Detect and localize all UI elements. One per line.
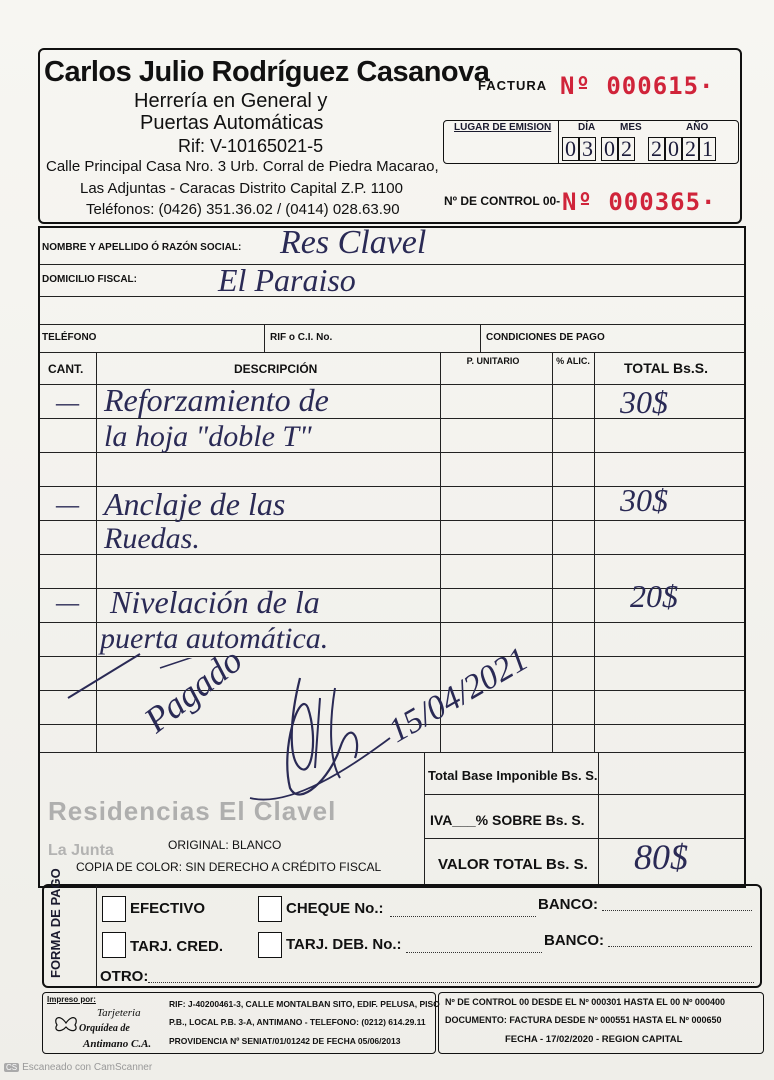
dia-label: DÍA (578, 122, 596, 133)
lugar-separator (558, 121, 559, 163)
domicilio-value: El Paraiso (218, 262, 356, 298)
invoice-form-box (38, 226, 746, 888)
banco-1-label: BANCO: (538, 896, 598, 913)
residencias-stamp: Residencias El Clavel (48, 796, 337, 826)
camscanner-watermark (4, 1062, 152, 1073)
business-name: Carlos Julio Rodríguez Casanova (44, 56, 490, 88)
col-alic: % ALIC. (556, 356, 590, 366)
tarj-deb-checkbox[interactable] (258, 932, 282, 958)
item-2-cant: — (56, 490, 80, 519)
col-line (264, 324, 265, 352)
control-number: Nº 000365· (562, 188, 717, 216)
iva-label: IVA___% SOBRE Bs. S. (430, 812, 585, 828)
cheque-checkbox[interactable] (258, 896, 282, 922)
ano-label: AÑO (686, 122, 709, 133)
efectivo-checkbox[interactable] (102, 896, 126, 922)
date-digit: 0 (665, 137, 682, 161)
totals-col-line (424, 752, 425, 886)
impreso-label: Impreso por: (47, 995, 96, 1004)
control-range-2: DOCUMENTO: FACTURA DESDE Nº 000551 HASTA EL Nº 000650 (445, 1015, 722, 1025)
item-2-total: 30$ (620, 482, 668, 518)
printer-address-1: RIF: J-40200461-3, CALLE MONTALBAN SITO, EDIF. PELUSA, PISO (169, 999, 440, 1009)
item-2-desc-1: Anclaje de las (104, 486, 286, 522)
client-name-value: Res Clavel (280, 224, 427, 261)
banco-2-field[interactable] (608, 946, 752, 947)
issue-place-date-box (443, 120, 739, 164)
telefono-label: TELÉFONO (42, 332, 97, 343)
col-cant: CANT. (48, 362, 84, 376)
tarj-cred-checkbox[interactable] (102, 932, 126, 958)
item-2-desc-2: Ruedas. (104, 522, 200, 555)
item-3-desc-1: Nivelación de la (110, 584, 320, 620)
efectivo-label: EFECTIVO (130, 900, 206, 917)
totals-row-line (424, 794, 744, 795)
item-1-total: 30$ (620, 384, 668, 420)
business-rif: Rif: V-10165021-5 (178, 136, 324, 156)
printer-name-2: Orquídea de (79, 1023, 130, 1034)
otro-label: OTRO: (100, 968, 149, 985)
printer-name-1: Tarjeteria (97, 1007, 141, 1019)
totals-row-line (424, 838, 744, 839)
date-digit: 3 (579, 137, 596, 161)
printer-name-3: Antimano C.A. (83, 1038, 152, 1050)
printer-providencia: PROVIDENCIA Nº SENIAT/01/01242 DE FECHA 05/06/2013 (169, 1036, 401, 1046)
base-imponible-label: Total Base Imponible Bs. S. (428, 768, 598, 783)
item-3-cant: — (56, 588, 80, 617)
col-total: TOTAL Bs.S. (624, 360, 709, 376)
tarj-deb-field[interactable] (406, 952, 542, 953)
control-label: Nº DE CONTROL 00- (444, 194, 561, 208)
business-address-1: Calle Principal Casa Nro. 3 Urb. Corral de Piedra Macarao, (46, 158, 439, 175)
business-line-2: Puertas Automáticas (140, 112, 324, 134)
business-address-2: Las Adjuntas - Caracas Distrito Capital Z.P. 1100 (80, 180, 403, 197)
factura-label: FACTURA (478, 78, 548, 93)
forma-de-pago-label: FORMA DE PAGO (48, 868, 63, 978)
row-line (40, 296, 744, 297)
item-1-desc-1: Reforzamiento de (104, 382, 329, 418)
valor-total-label: VALOR TOTAL Bs. S. (438, 856, 588, 873)
row-line (40, 352, 744, 353)
cheque-label: CHEQUE No.: (286, 900, 384, 917)
date-digit: 0 (562, 137, 579, 161)
pagado-annotation: Pagado (136, 639, 250, 741)
camscanner-logo-icon: CS (6, 1063, 18, 1072)
banco-1-field[interactable] (602, 910, 752, 911)
business-line-1: Herrería en General y (134, 90, 328, 112)
lugar-label: LUGAR DE EMISION (454, 122, 552, 133)
control-range-date: FECHA - 17/02/2020 - REGION CAPITAL (505, 1034, 683, 1045)
tarj-cred-label: TARJ. CRED. (130, 938, 224, 955)
rif-ci-label: RIF o C.I. No. (270, 332, 333, 343)
totals-col-line (598, 752, 599, 886)
banco-2-label: BANCO: (544, 932, 604, 949)
date-digit: 2 (618, 137, 635, 161)
printer-info-box (42, 992, 440, 1054)
valor-total-value: 80$ (634, 837, 688, 877)
date-digit: 2 (648, 137, 665, 161)
item-3-desc-2: puerta automática. (100, 622, 329, 655)
tarj-deb-label: TARJ. DEB. No.: (286, 936, 402, 953)
date-digit: 2 (682, 137, 699, 161)
camscanner-text: Escaneado con CamScanner (22, 1062, 153, 1073)
col-line (594, 352, 595, 752)
col-unitario: P. UNITARIO (466, 356, 520, 366)
payment-col-line (96, 886, 97, 986)
business-phones: Teléfonos: (0426) 351.36.02 / (0414) 028.63.90 (86, 201, 400, 218)
control-range-box (438, 992, 764, 1054)
domicilio-label: DOMICILIO FISCAL: (42, 274, 137, 285)
col-line (480, 324, 481, 352)
item-1-cant: — (56, 388, 80, 417)
mes-label: MES (620, 122, 642, 133)
condiciones-label: CONDICIONES DE PAGO (486, 332, 605, 343)
control-range-1: Nº DE CONTROL 00 DESDE EL Nº 000301 HASTA EL 00 Nº 000400 (445, 997, 725, 1007)
factura-number: Nº 000615· (560, 72, 715, 100)
item-1-desc-2: la hoja "doble T" (104, 420, 312, 453)
slash-stroke (60, 648, 150, 708)
client-name-label: NOMBRE Y APELLIDO Ó RAZÓN SOCIAL: (42, 242, 242, 253)
pagado-date: 15/04/2021 (382, 640, 535, 751)
cheque-field[interactable] (390, 916, 536, 917)
date-digit: 0 (601, 137, 618, 161)
copia-note: COPIA DE COLOR: SIN DERECHO A CRÉDITO FISCAL (76, 860, 382, 874)
forma-de-pago-vertical (40, 868, 94, 980)
item-3-total: 20$ (630, 578, 678, 614)
col-line (552, 352, 553, 752)
printer-address-2: P.B., LOCAL P.B. 3-A, ANTIMANO - TELEFONO: (0212) 614.29.11 (169, 1017, 426, 1027)
otro-field[interactable] (148, 982, 754, 983)
payment-box (42, 868, 762, 988)
row-line (40, 324, 744, 325)
original-note: ORIGINAL: BLANCO (168, 838, 282, 852)
date-digit: 1 (699, 137, 716, 161)
residencias-stamp-line-2: La Junta (48, 842, 114, 859)
row-line (40, 264, 744, 265)
orchid-logo-icon (51, 1011, 81, 1035)
col-descripcion: DESCRIPCIÓN (234, 362, 318, 376)
